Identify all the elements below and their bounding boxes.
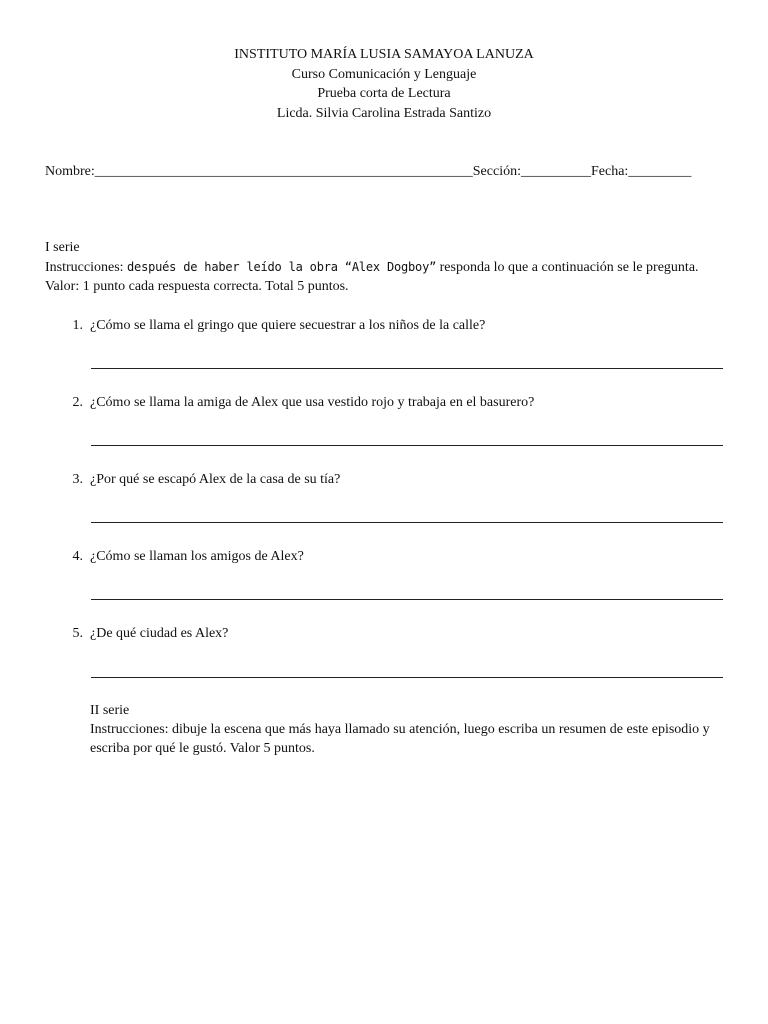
answer-line[interactable] — [91, 677, 723, 678]
question-text: ¿Cómo se llaman los amigos de Alex? — [90, 549, 304, 564]
question-number: 4. — [72, 549, 83, 564]
test-title: Prueba corta de Lectura — [317, 86, 451, 101]
question-text: ¿De qué ciudad es Alex? — [90, 626, 229, 641]
instructions-rest: responda lo que a continuación se le pregunta. — [439, 260, 699, 275]
course-name: Curso Comunicación y Lenguaje — [291, 66, 477, 82]
section-blank[interactable]: __________ — [520, 164, 591, 179]
name-label: Nombre: — [45, 164, 95, 179]
serie1-instructions — [45, 258, 723, 296]
question-text: ¿Cómo se llama la amiga de Alex que usa vestido rojo y trabaja en el basurero? — [90, 395, 535, 410]
serie1-title: I serie — [45, 240, 80, 255]
date-blank[interactable]: _________ — [628, 164, 692, 179]
date-label: Fecha: — [590, 164, 629, 179]
serie2-title: II serie — [90, 703, 130, 718]
instructions-handwritten-text: después de haber leído la obra “Alex Dogboy” — [127, 260, 437, 274]
serie2-section — [90, 701, 730, 758]
instructions-label: Instrucciones: — [45, 260, 124, 275]
section-label: Sección: — [472, 164, 521, 179]
question-number: 1. — [72, 318, 83, 333]
question-text: ¿Cómo se llama el gringo que quiere secuestrar a los niños de la calle? — [90, 318, 486, 333]
student-info-line — [45, 162, 720, 181]
answer-line[interactable] — [91, 599, 723, 600]
answer-line[interactable] — [91, 445, 723, 446]
answer-line[interactable] — [91, 368, 723, 369]
question-text: ¿Por qué se escapó Alex de la casa de su tía? — [90, 472, 341, 487]
name-blank[interactable]: ______________________________________________________ — [94, 164, 473, 179]
answer-line[interactable] — [91, 522, 723, 523]
teacher-name: Licda. Silvia Carolina Estrada Santizo — [276, 105, 492, 121]
value-line: Valor: 1 punto cada respuesta correcta. Total 5 puntos. — [45, 279, 349, 294]
institute-name: INSTITUTO MARÍA LUSIA SAMAYOA LANUZA — [234, 47, 534, 62]
question-number: 3. — [72, 472, 83, 487]
question-number: 2. — [72, 395, 83, 410]
document-header — [0, 45, 768, 123]
question-number: 5. — [72, 626, 83, 641]
serie2-instructions: Instrucciones: dibuje la escena que más haya llamado su atención, luego escriba un resumen de este episodio y escriba por qué le gustó. Valor 5 puntos. — [90, 722, 710, 756]
